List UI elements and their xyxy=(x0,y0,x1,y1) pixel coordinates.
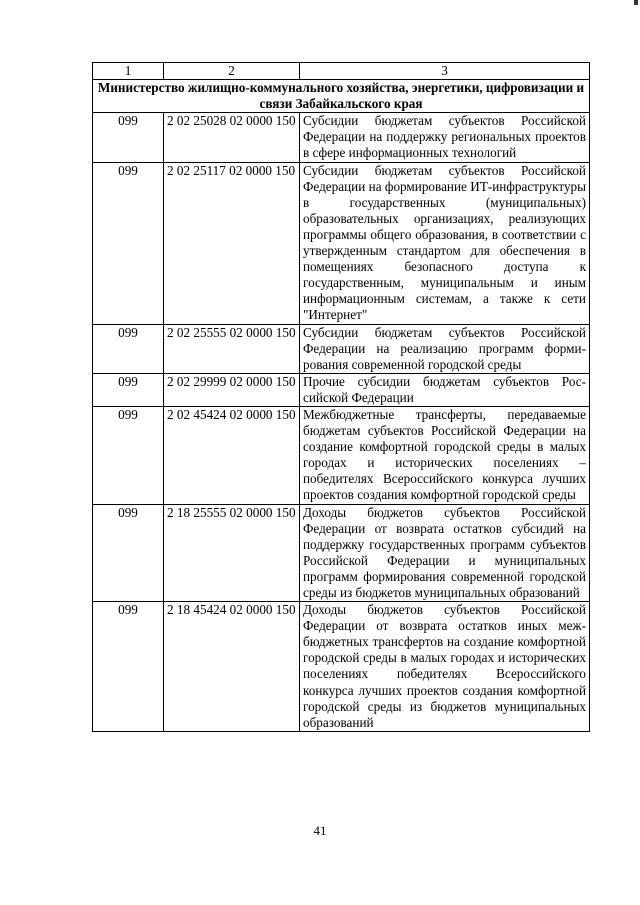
section-row xyxy=(93,80,590,113)
admin-code-cell: 099 xyxy=(93,602,164,732)
column-number-row xyxy=(93,63,590,80)
budget-codes-table xyxy=(92,62,590,732)
admin-code-cell: 099 xyxy=(93,113,164,162)
budget-code-cell: 2 18 25555 02 0000 150 xyxy=(164,504,300,602)
budget-code-cell: 2 18 45424 02 0000 150 xyxy=(164,602,300,732)
budget-code-cell: 2 02 25555 02 0000 150 xyxy=(164,324,300,373)
admin-code-cell: 099 xyxy=(93,373,164,406)
budget-code-cell: 2 02 45424 02 0000 150 xyxy=(164,406,300,504)
table-row xyxy=(93,373,590,406)
column-number-2: 2 xyxy=(164,63,300,80)
table-row xyxy=(93,406,590,504)
description-cell: Межбюджетные трансферты, передаваемые бюджетам субъектов Российской Федерации на создание комфортной городской среды в малых городах и исторических поселениях – победителях Всероссийского конкурса лучших проектов создания комфортной городской среды xyxy=(300,406,590,504)
description-cell: Субсидии бюджетам субъектов Российской Федерации на формирование ИТ-инфраструктуры в государственных (муниципальных) образовательных организациях, реализующих программы общего образования, в соответствии с утвержденным стандартом для обеспечения в помещениях безопасного доступа к государственным, муниципальным и иным информационным системам, а также к сети "Интернет" xyxy=(300,162,590,324)
description-cell: Прочие субсидии бюджетам субъектов Российской Федерации xyxy=(300,373,590,406)
table-body xyxy=(93,113,590,732)
admin-code-cell: 099 xyxy=(93,504,164,602)
budget-code-cell: 2 02 29999 02 0000 150 xyxy=(164,373,300,406)
table-row xyxy=(93,324,590,373)
description-cell: Субсидии бюджетам субъектов Российской Федерации на поддержку региональных проектов в сфере информационных технологий xyxy=(300,113,590,162)
admin-code-cell: 099 xyxy=(93,406,164,504)
scan-mark xyxy=(634,0,638,5)
admin-code-cell: 099 xyxy=(93,162,164,324)
admin-code-cell: 099 xyxy=(93,324,164,373)
column-number-1: 1 xyxy=(93,63,164,80)
description-cell: Доходы бюджетов субъектов Российской Федерации от возврата остатков субсидий на поддержку государственных программ субъектов Российской Федерации и муниципальных программ формирования современной городской среды из бюджетов муниципальных образований xyxy=(300,504,590,602)
budget-code-cell: 2 02 25117 02 0000 150 xyxy=(164,162,300,324)
page-number: 41 xyxy=(313,823,327,838)
column-number-3: 3 xyxy=(300,63,590,80)
table-row xyxy=(93,162,590,324)
table-row xyxy=(93,602,590,732)
table-row xyxy=(93,504,590,602)
description-cell: Доходы бюджетов субъектов Российской Федерации от возврата остатков иных межбюджетных трансфертов на создание комфортной городской среды в малых городах и исторических поселениях победителях Всероссийского конкурса лучших проектов создания комфортной городской среды из бюджетов муниципальных образований xyxy=(300,602,590,732)
description-cell: Субсидии бюджетам субъектов Российской Федерации на реализацию программ формирования современной городской среды xyxy=(300,324,590,373)
table-row xyxy=(93,113,590,162)
section-title: Министерство жилищно-коммунального хозяйства, энергетики, цифровизации и связи Забайкальского края xyxy=(93,80,590,113)
budget-code-cell: 2 02 25028 02 0000 150 xyxy=(164,113,300,162)
